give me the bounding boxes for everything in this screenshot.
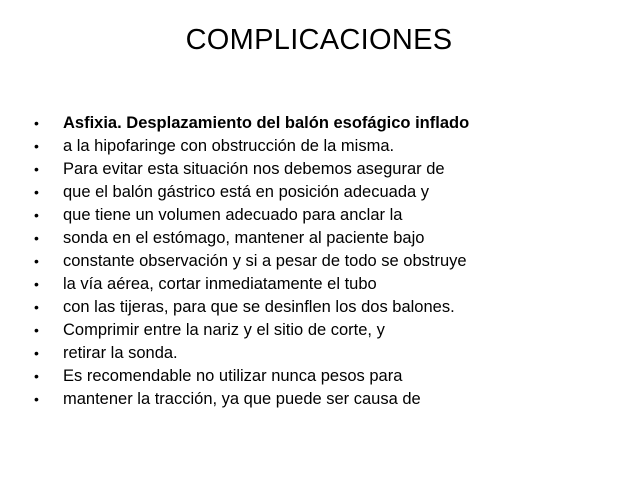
bullet-icon: • [34,138,39,154]
bullet-text: con las tijeras, para que se desinflen los dos balones. [63,298,455,316]
bullet-text: mantener la tracción, ya que puede ser causa de [63,390,421,408]
bullet-icon: • [34,115,39,131]
bullet-icon: • [34,299,39,315]
bullet-text: Asfixia. Desplazamiento del balón esofágico inflado [63,114,470,132]
bullet-text: Comprimir entre la nariz y el sitio de corte, y [63,321,385,339]
bullet-icon: • [34,161,39,177]
bullet-icon: • [34,276,39,292]
bullet-icon: • [34,322,39,338]
bullet-icon: • [34,391,39,407]
bullet-text: Es recomendable no utilizar nunca pesos para [63,367,403,385]
bullet-text: sonda en el estómago, mantener al paciente bajo [63,229,425,247]
bullet-text: que tiene un volumen adecuado para anclar la [63,206,403,224]
bullet-icon: • [34,253,39,269]
slide-title: COMPLICACIONES [185,24,453,56]
bullet-icon: • [34,368,39,384]
bullet-icon: • [34,345,39,361]
bullet-text: que el balón gástrico está en posición adecuada y [63,183,430,201]
bullet-text: retirar la sonda. [63,344,178,362]
bullet-icon: • [34,184,39,200]
bullet-icon: • [34,230,39,246]
bullet-text: a la hipofaringe con obstrucción de la misma. [63,137,395,155]
bullet-text: constante observación y si a pesar de todo se obstruye [63,252,467,270]
bullet-text: la vía aérea, cortar inmediatamente el tubo [63,275,377,293]
bullet-icon: • [34,207,39,223]
bullet-text: Para evitar esta situación nos debemos asegurar de [63,160,445,178]
